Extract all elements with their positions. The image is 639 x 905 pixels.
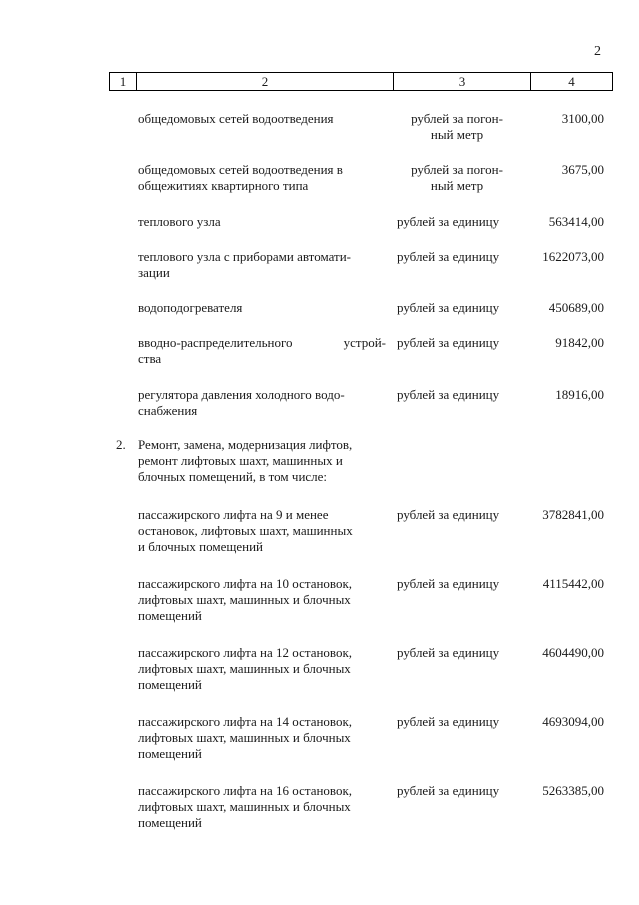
section-number: 2.: [116, 437, 126, 452]
column-header-3: 3: [394, 73, 531, 91]
row-value: 563414,00: [548, 214, 604, 229]
row-unit: рублей за единицу: [397, 335, 500, 350]
row-unit: рублей за единицу: [397, 576, 500, 591]
row-value: 4115442,00: [542, 576, 604, 591]
row-value: 3675,00: [561, 162, 604, 177]
row-name: пассажирского лифта на 10 остановок, лифтовых шахт, машинных и блочных помещений: [138, 576, 353, 623]
row-name: теплового узла с приборами автомати- зации: [138, 249, 351, 280]
row-value: 4604490,00: [542, 645, 604, 660]
row-name: общедомовых сетей водоотведения: [138, 111, 334, 126]
row-name: пассажирского лифта на 14 остановок, лифтовых шахт, машинных и блочных помещений: [138, 714, 353, 761]
row-unit: рублей за единицу: [397, 214, 500, 229]
row-unit: рублей за погон- ный метр: [411, 111, 503, 142]
row-unit: рублей за единицу: [397, 507, 500, 522]
column-header-4: 4: [531, 73, 613, 91]
row-name: пассажирского лифта на 16 остановок, лифтовых шахт, машинных и блочных помещений: [138, 783, 353, 830]
row-value: 3100,00: [561, 111, 604, 126]
page-number: 2: [594, 44, 601, 59]
column-header-1: 1: [110, 73, 137, 91]
row-name: водоподогревателя: [138, 300, 243, 315]
row-name: теплового узла: [138, 214, 221, 229]
column-header-table: [109, 72, 613, 91]
row-name: пассажирского лифта на 12 остановок, лифтовых шахт, машинных и блочных помещений: [138, 645, 353, 692]
row-value: 91842,00: [555, 335, 604, 350]
row-unit: рублей за единицу: [397, 249, 500, 264]
row-value: 450689,00: [548, 300, 604, 315]
row-name: пассажирского лифта на 9 и менее остановок, лифтовых шахт, машинных и блочных помещений: [138, 507, 353, 554]
row-unit: рублей за единицу: [397, 387, 500, 402]
row-value: 3782841,00: [542, 507, 604, 522]
row-unit: рублей за единицу: [397, 300, 500, 315]
row-unit: рублей за погон- ный метр: [411, 162, 503, 193]
row-unit: рублей за единицу: [397, 783, 500, 798]
row-unit: рублей за единицу: [397, 714, 500, 729]
row-name: общедомовых сетей водоотведения в общежитиях квартирного типа: [138, 162, 343, 193]
row-value: 18916,00: [555, 387, 604, 402]
section-title: Ремонт, замена, модернизация лифтов, ремонт лифтовых шахт, машинных и блочных помещений, в том числе:: [138, 437, 353, 484]
row-value: 1622073,00: [542, 249, 604, 264]
row-value: 4693094,00: [542, 714, 604, 729]
row-name: регулятора давления холодного водо- снабжения: [138, 387, 345, 418]
row-unit: рублей за единицу: [397, 645, 500, 660]
column-header-2: 2: [137, 73, 394, 91]
row-name: вводно-распределительного устрой- ства: [138, 335, 386, 366]
row-value: 5263385,00: [542, 783, 604, 798]
